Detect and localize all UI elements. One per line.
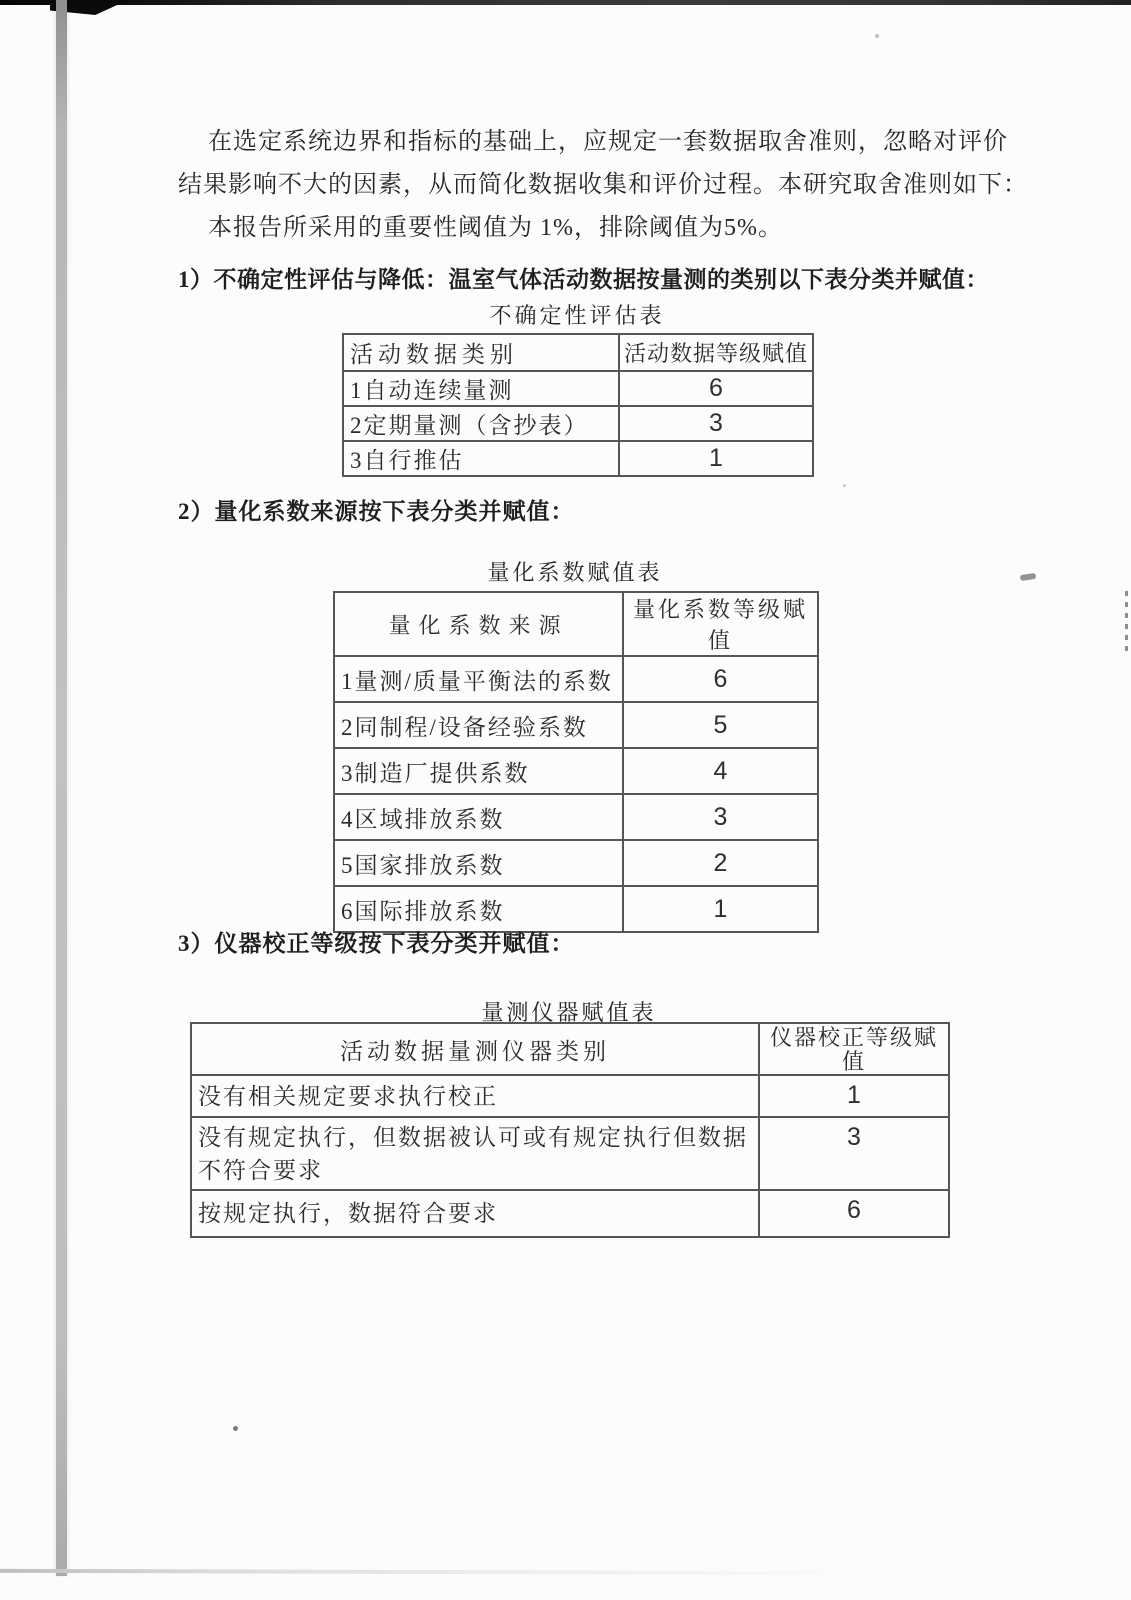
table-row xyxy=(191,1190,949,1237)
uncertainty-table-title: 不确定性评估表 xyxy=(489,303,665,328)
scan-artifact-top-edge xyxy=(0,0,1131,5)
coefficient-table-title: 量化系数赋值表 xyxy=(487,560,663,585)
cell-label: 5国家排放系数 xyxy=(334,840,623,886)
section-3-heading: 3）仪器校正等级按下表分类并赋值： xyxy=(178,931,575,956)
cell-label: 3自行推估 xyxy=(343,441,619,476)
cell-label: 1自动连续量测 xyxy=(343,371,619,406)
header-cell-activity-category: 活动数据类别 xyxy=(343,334,619,371)
cell-value: 3 xyxy=(623,794,818,840)
table-row xyxy=(334,656,818,702)
ink-speck xyxy=(233,1426,238,1431)
paragraph-line-1: 在选定系统边界和指标的基础上，应规定一套数据取舍准则，忽略对评价 xyxy=(208,129,1008,155)
table-row xyxy=(343,371,813,406)
table-row xyxy=(191,1075,949,1117)
cell-value: 5 xyxy=(623,702,818,748)
section-2-heading: 2）量化系数来源按下表分类并赋值： xyxy=(178,499,575,524)
cell-value: 4 xyxy=(623,748,818,794)
table-row xyxy=(334,702,818,748)
cell-value: 1 xyxy=(759,1075,949,1117)
table-header-row xyxy=(334,592,818,656)
table-row xyxy=(334,794,818,840)
cell-label: 3制造厂提供系数 xyxy=(334,748,623,794)
cell-label: 2同制程/设备经验系数 xyxy=(334,702,623,748)
header-line-1: 仪器校正等级赋 xyxy=(769,1025,938,1050)
cell-value: 6 xyxy=(619,371,813,406)
header-cell-calibration-grade xyxy=(759,1023,949,1075)
cell-label: 没有规定执行，但数据被认可或有规定执行但数据不符合要求 xyxy=(191,1117,759,1190)
table-row xyxy=(343,441,813,476)
table-row xyxy=(334,748,818,794)
cell-value: 1 xyxy=(619,441,813,476)
cell-value: 1 xyxy=(623,886,818,932)
scan-artifact-right-edge-dashes xyxy=(1125,591,1128,651)
cell-label: 6国际排放系数 xyxy=(334,886,623,932)
table-header-row xyxy=(343,334,813,371)
cell-value: 3 xyxy=(619,406,813,441)
paragraph-line-3: 本报告所采用的重要性阈值为 1%，排除阈值为5%。 xyxy=(208,215,783,241)
table-row xyxy=(191,1117,949,1190)
header-cell-coefficient-source: 量化系数来源 xyxy=(334,592,623,656)
section-1-heading: 1）不确定性评估与降低：温室气体活动数据按量测的类别以下表分类并赋值： xyxy=(178,267,989,292)
scan-artifact-corner-blob xyxy=(50,0,128,15)
header-cell-activity-grade: 活动数据等级赋值 xyxy=(619,334,813,371)
cell-value: 6 xyxy=(623,656,818,702)
cell-value: 2 xyxy=(623,840,818,886)
cell-label: 没有相关规定要求执行校正 xyxy=(191,1075,759,1117)
ink-speck xyxy=(843,484,846,487)
quantification-coefficient-table xyxy=(333,591,819,933)
cell-label: 4区域排放系数 xyxy=(334,794,623,840)
scan-artifact-left-binding-line xyxy=(56,0,67,1576)
header-cell-instrument-category: 活动数据量测仪器类别 xyxy=(191,1023,759,1075)
header-cell-coefficient-grade: 量化系数等级赋值 xyxy=(623,592,818,656)
instrument-table-title: 量测仪器赋值表 xyxy=(481,1000,657,1025)
header-line-2: 值 xyxy=(841,1049,866,1074)
cell-value: 6 xyxy=(759,1190,949,1237)
cell-label: 按规定执行，数据符合要求 xyxy=(191,1190,759,1237)
cell-label: 2定期量测（含抄表） xyxy=(343,406,619,441)
ink-smudge xyxy=(1020,573,1037,581)
cell-value: 3 xyxy=(759,1117,949,1190)
table-row xyxy=(343,406,813,441)
table-row xyxy=(334,840,818,886)
uncertainty-assessment-table xyxy=(342,333,814,477)
paragraph-line-2: 结果影响不大的因素，从而简化数据收集和评价过程。本研究取舍准则如下： xyxy=(178,172,1028,198)
ink-speck xyxy=(875,34,879,38)
table-header-row xyxy=(191,1023,949,1075)
cell-label: 1量测/质量平衡法的系数 xyxy=(334,656,623,702)
scan-artifact-bottom-shadow xyxy=(0,1569,880,1575)
measurement-instrument-table xyxy=(190,1022,950,1238)
